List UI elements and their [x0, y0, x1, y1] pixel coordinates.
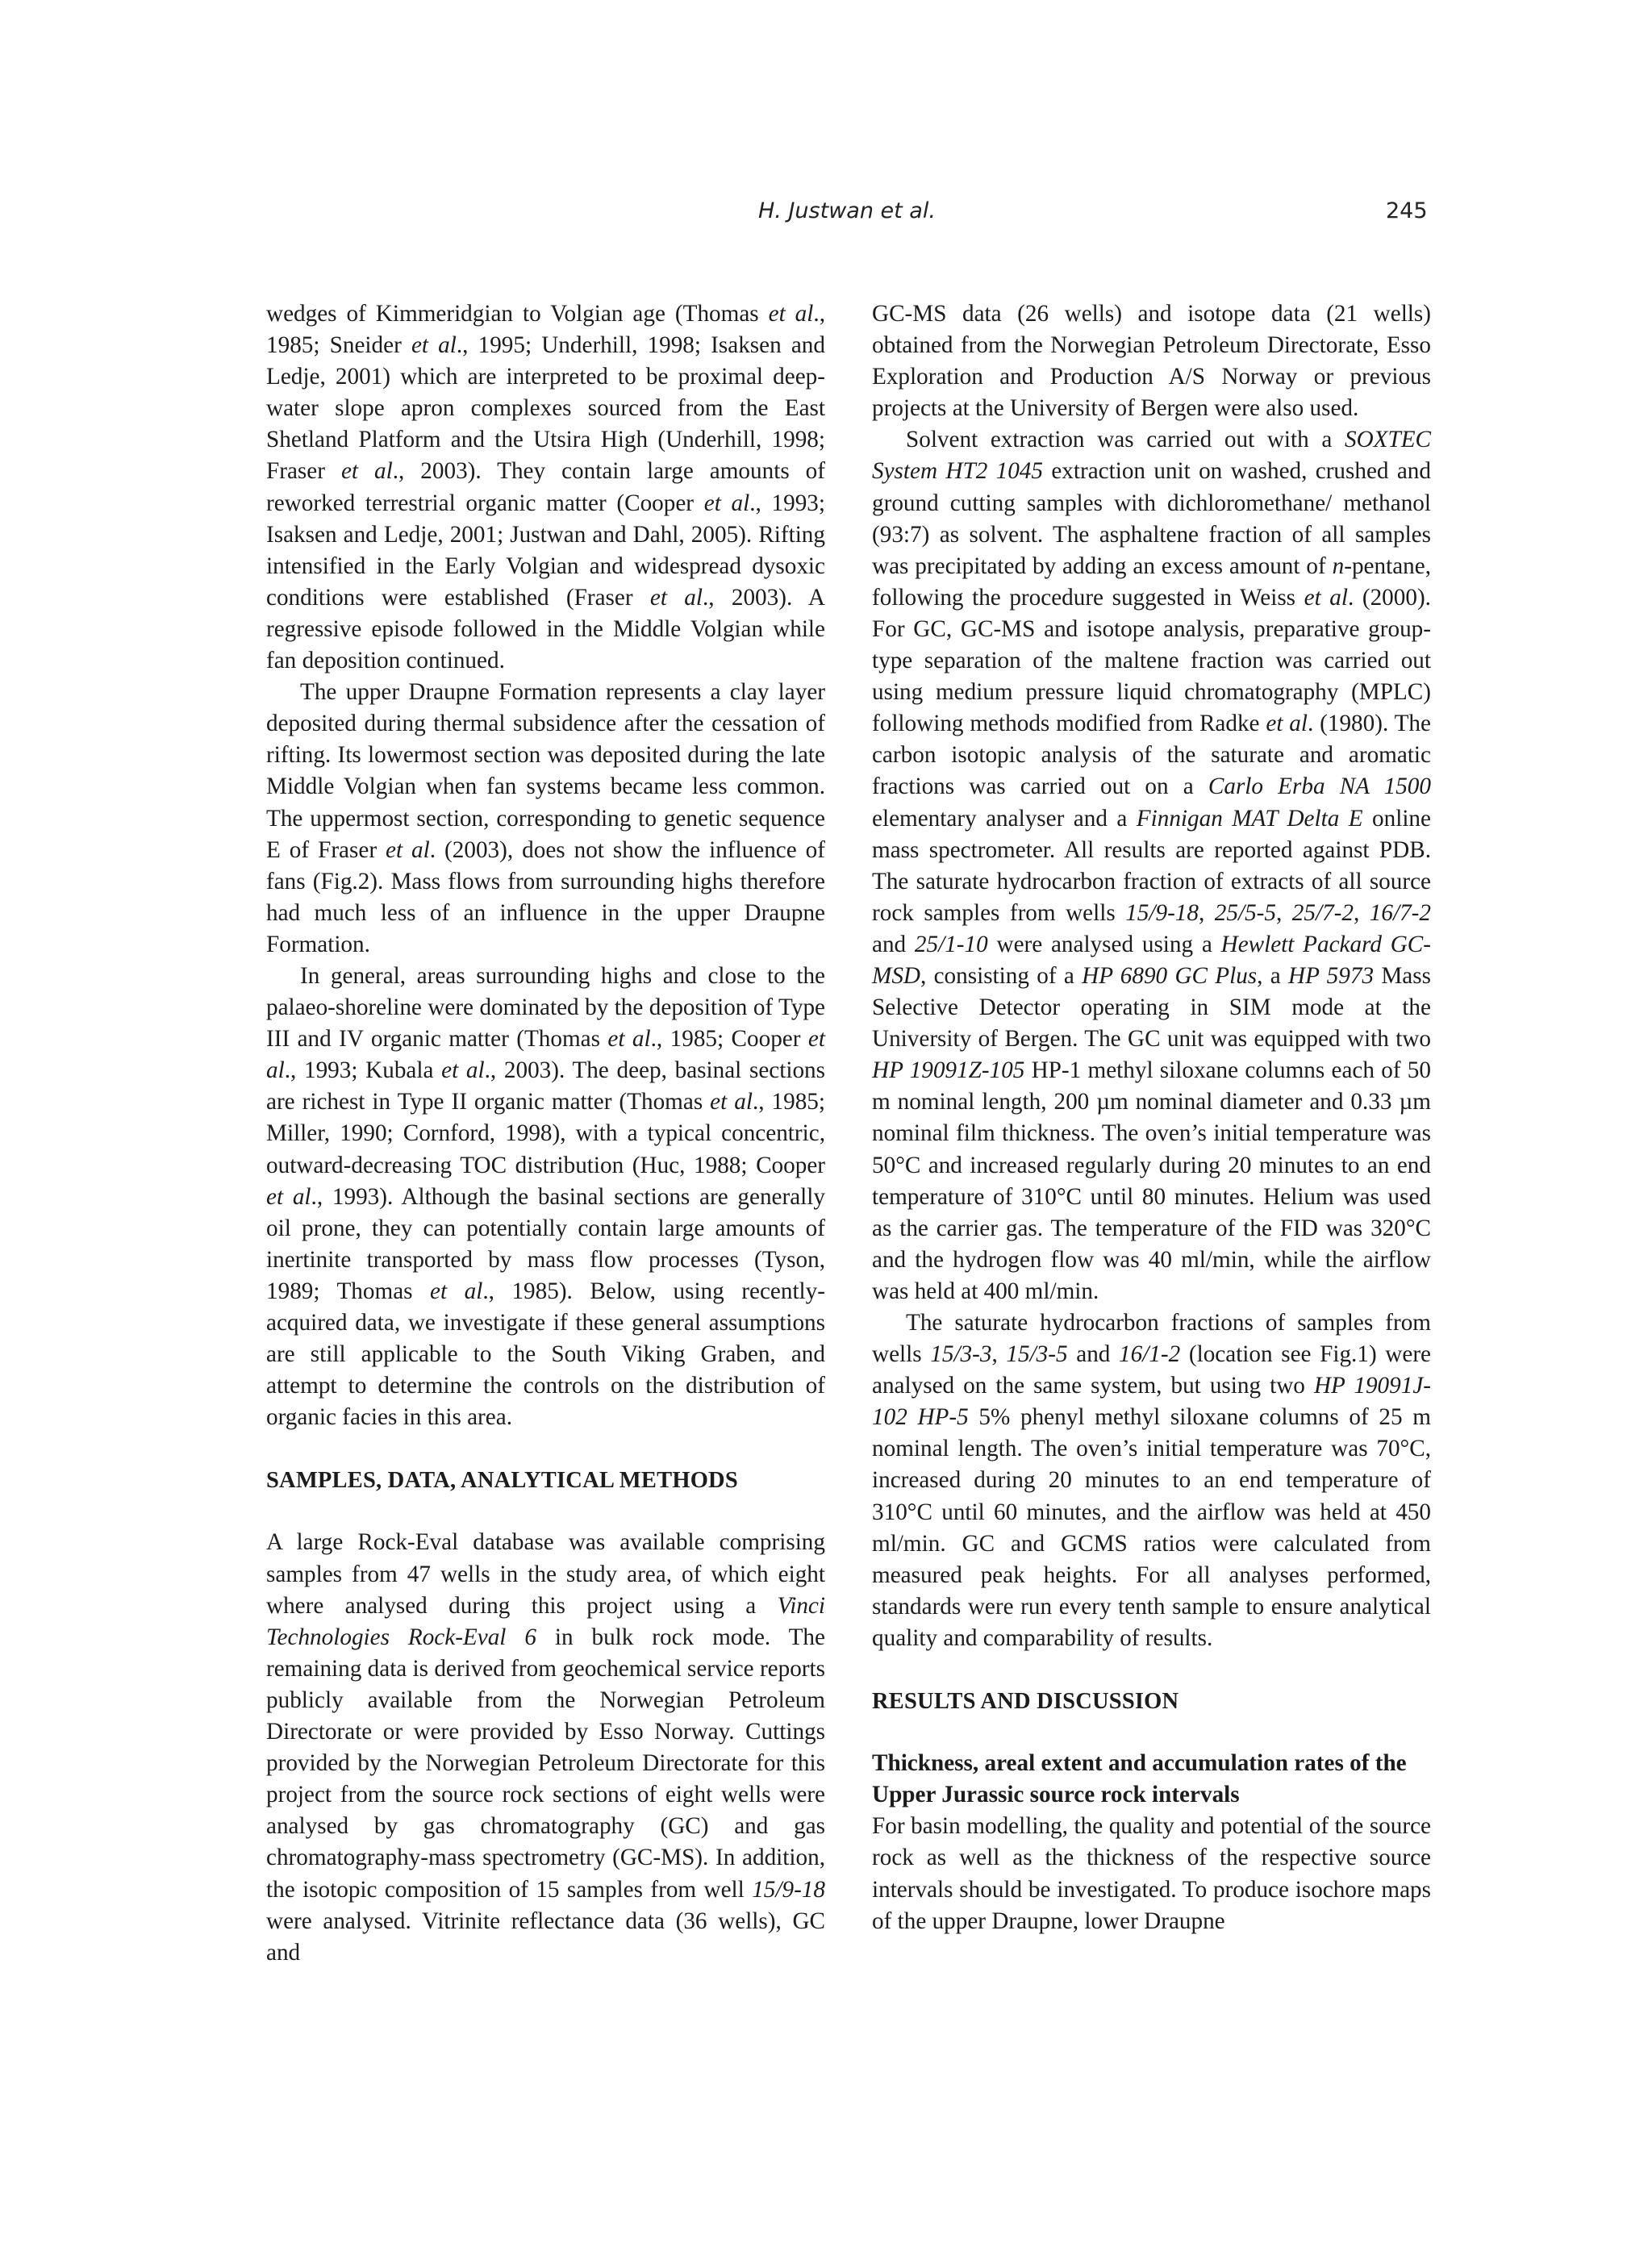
- right-column: [872, 298, 1431, 1937]
- spacer: [872, 1717, 1431, 1748]
- spacer: [266, 1433, 825, 1465]
- paragraph-organic-facies: In general, areas surrounding highs and close to the palaeo-shoreline were dominated by the deposition of Type III and IV organic matter (Thomas et al., 1985; Cooper et al., 1993; Kubala et al., 2003). The deep, basinal sections are richest in Type II organic matter (Thomas et al., 1985; Miller, 1990; Cornford, 1998), with a typical concentric, outward-decreasing TOC distribution (Huc, 1988; Cooper et al., 1993). Although the basinal sections are generally oil prone, they can potentially contain large amounts of inertinite transported by mass flow processes (Tyson, 1989; Thomas et al., 1985). Below, using recently-acquired data, we investigate if these general assumptions are still applicable to the South Viking Graben, and attempt to determine the controls on the distribution of organic facies in this area.: [266, 962, 826, 1431]
- paragraph-basin-modelling: For basin modelling, the quality and potential of the source rock as well as the thickness of the respective source intervals should be investigated. To produce isochore maps of the upper Draupne, lower Draupne: [872, 1813, 1431, 1934]
- paragraph-upper-draupne: The upper Draupne Formation represents a clay layer deposited during thermal subsidence after the cessation of rifting. Its lowermost section was deposited during the late Middle Volgian when fan systems became less common. The uppermost section, corresponding to genetic sequence E of Fraser et al. (2003), does not show the influence of fans (Fig.2). Mass flows from surrounding highs therefore had much less of an influence in the upper Draupne Formation.: [266, 679, 825, 957]
- paragraph-solvent-extraction: Solvent extraction was carried out with a SOXTEC System HT2 1045 extraction unit on washed, crushed and ground cutting samples with dichloromethane/ methanol (93:7) as solvent. The asphaltene fraction of all samples was precipitated by adding an excess amount of n-pentane, following the procedure suggested in Weiss et al. (2000). For GC, GC-MS and isotope analysis, preparative group-type separation of the maltene fraction was carried out using medium pressure liquid chromatography (MPLC) following methods modified from Radke et al. (1980). The carbon isotopic analysis of the saturate and aromatic fractions was carried out on a Carlo Erba NA 1500 elementary analyser and a Finnigan MAT Delta E online mass spectrometer. All results are reported against PDB. The saturate hydrocarbon fraction of extracts of all source rock samples from wells 15/9-18, 25/5-5, 25/7-2, 16/7-2 and 25/1-10 were analysed using a Hewlett Packard GC-MSD, consisting of a HP 6890 GC Plus, a HP 5973 Mass Selective Detector operating in SIM mode at the University of Bergen. The GC unit was equipped with two HP 19091Z-105 HP-1 methyl siloxane columns each of 50 m nominal length, 200 µm nominal diameter and 0.33 µm nominal film thickness. The oven’s initial temperature was 50°C and increased regularly during 20 minutes to an end temperature of 310°C until 80 minutes. Helium was used as the carrier gas. The temperature of the FID was 320°C and the hydrogen flow was 40 ml/min, while the airflow was held at 400 ml/min.: [872, 427, 1431, 1304]
- left-column: [266, 298, 825, 1969]
- spacer: [266, 1496, 825, 1527]
- paragraph-mass-flow-wedges: wedges of Kimmeridgian to Volgian age (Thomas et al., 1985; Sneider et al., 1995; Underhill, 1998; Isaksen and Ledje, 2001) which are interpreted to be proximal deep-water slope apron complexes sourced from the East Shetland Platform and the Utsira High (Underhill, 1998; Fraser et al., 2003). They contain large amounts of reworked terrestrial organic matter (Cooper et al., 1993; Isaksen and Ledje, 2001; Justwan and Dahl, 2005). Rifting intensified in the Early Volgian and widespread dysoxic conditions were established (Fraser et al., 2003). A regressive episode followed in the Middle Volgian while fan deposition continued.: [266, 301, 826, 674]
- running-header: [0, 198, 1652, 231]
- paragraph-saturate-fractions: The saturate hydrocarbon fractions of samples from wells 15/3-3, 15/3-5 and 16/1-2 (location see Fig.1) were analysed on the same system, but using two HP 19091J-102 HP-5 5% phenyl methyl siloxane columns of 25 m nominal length. The oven’s initial temperature was 70°C, increased during 20 minutes to an end temperature of 310°C until 60 minutes, and the airflow was held at 450 ml/min. GC and GCMS ratios were calculated from measured peak heights. For all analyses performed, standards were run every tenth sample to ensure analytical quality and comparability of results.: [872, 1310, 1431, 1651]
- subsection-heading-thickness: Thickness, areal extent and accumulation rates of the Upper Jurassic source rock intervals: [872, 1750, 1407, 1808]
- paragraph-data-sources: GC-MS data (26 wells) and isotope data (21 wells) obtained from the Norwegian Petroleum Directorate, Esso Exploration and Production A/S Norway or previous projects at the University of Bergen were also used.: [872, 301, 1431, 422]
- page-number: 245: [1386, 198, 1428, 223]
- running-title: H. Justwan et al.: [758, 198, 936, 223]
- paragraph-rock-eval-database: A large Rock-Eval database was available comprising samples from 47 wells in the study area, of which eight where analysed during this project using a Vinci Technologies Rock-Eval 6 in bulk rock mode. The remaining data is derived from geochemical service reports publicly available from the Norwegian Petroleum Directorate or were provided by Esso Norway. Cuttings provided by the Norwegian Petroleum Directorate for this project from the source rock sections of eight wells were analysed by gas chromatography (GC) and gas chromatography-mass spectrometry (GC-MS). In addition, the isotopic composition of 15 samples from well 15/9-18 were analysed. Vitrinite reflectance data (36 wells), GC and: [266, 1529, 825, 1966]
- spacer: [872, 1654, 1431, 1686]
- section-heading-results: RESULTS AND DISCUSSION: [872, 1689, 1179, 1715]
- section-heading-methods: SAMPLES, DATA, ANALYTICAL METHODS: [266, 1468, 738, 1494]
